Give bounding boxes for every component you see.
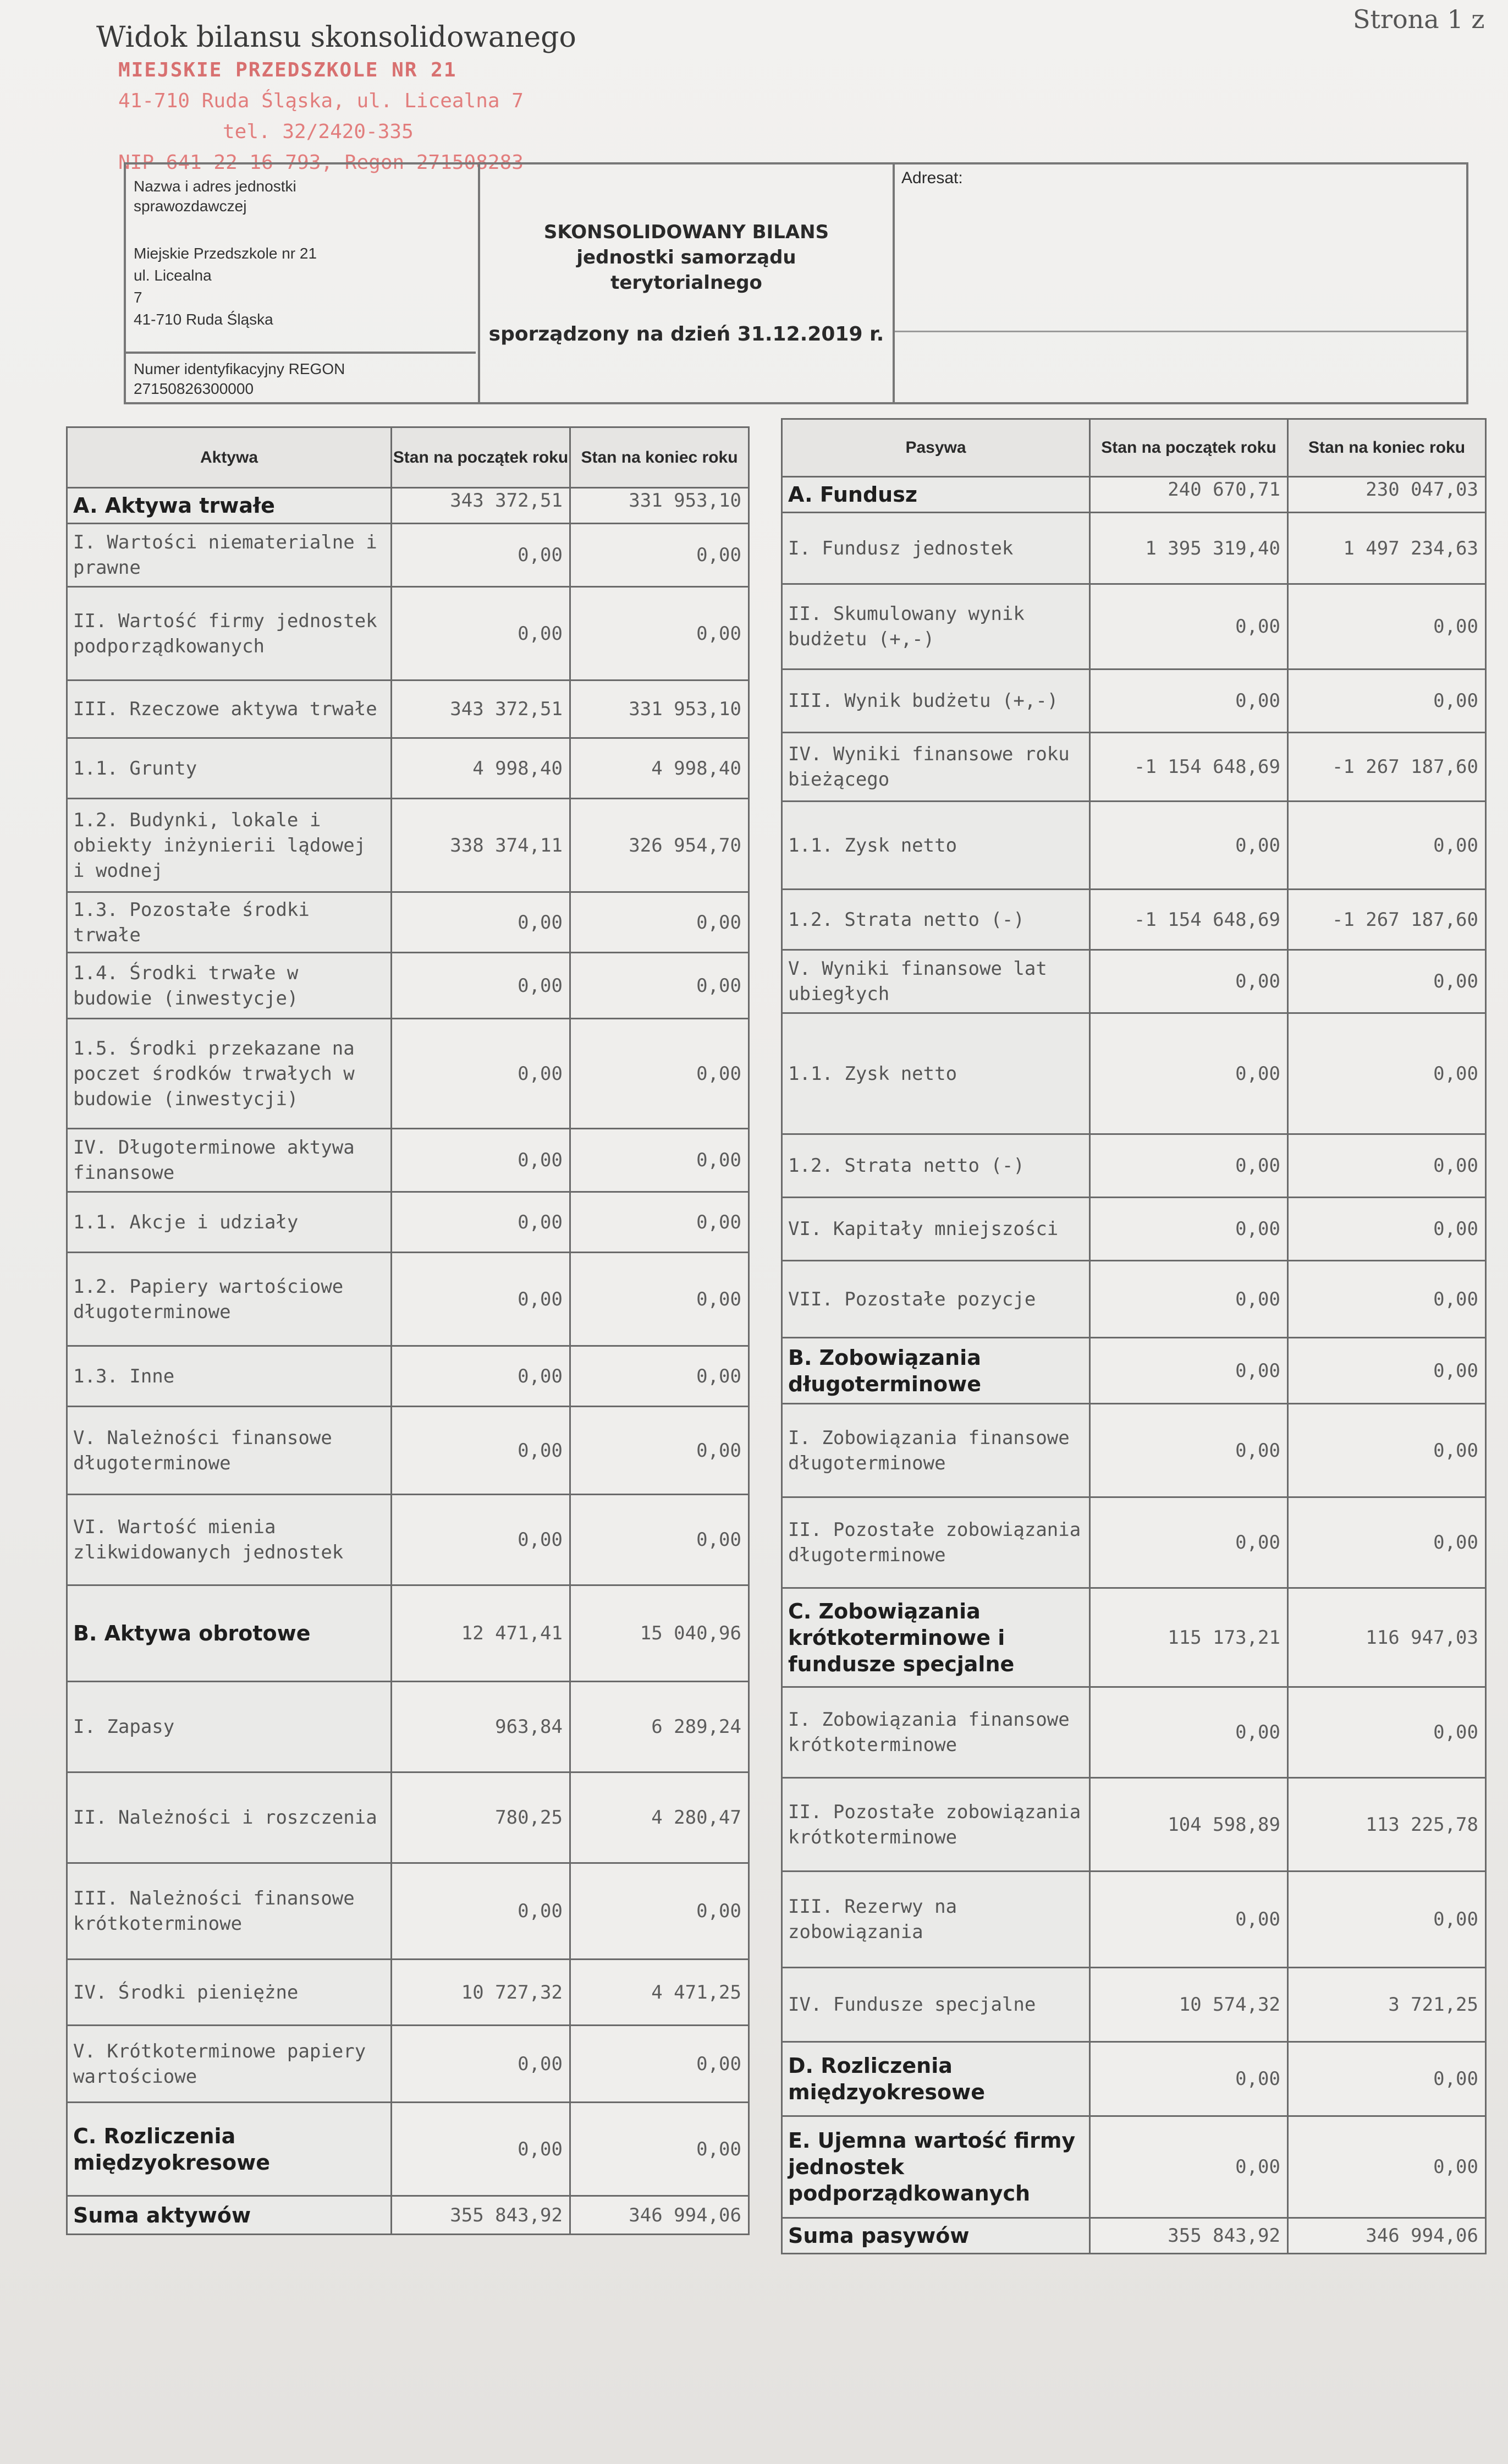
table-row <box>67 681 749 738</box>
doc-title-line: SKONSOLIDOWANY BILANS <box>543 221 829 243</box>
table-row <box>782 477 1486 513</box>
row-label: 1.2. Strata netto (-) <box>782 1134 1090 1198</box>
value-end: -1 267 187,60 <box>1288 733 1486 802</box>
value-start: 0,00 <box>392 524 570 587</box>
value-end: 0,00 <box>1288 1497 1486 1588</box>
unit-address <box>134 243 317 331</box>
value-start: 0,00 <box>392 2103 570 2196</box>
value-start: 355 843,92 <box>1090 2218 1288 2254</box>
value-start: 343 372,51 <box>392 488 570 524</box>
unit-label <box>134 177 296 216</box>
row-label: II. Pozostałe zobowiązania krótkoterminowe <box>782 1778 1090 1872</box>
unit-label-line: Nazwa i adres jednostki <box>134 178 296 195</box>
value-start: 0,00 <box>1090 2042 1288 2116</box>
table-row <box>67 1772 749 1863</box>
value-start: 0,00 <box>1090 950 1288 1013</box>
table-row <box>67 488 749 524</box>
value-end: 0,00 <box>570 1192 749 1253</box>
column-header: Aktywa <box>67 427 392 488</box>
table-row <box>782 733 1486 802</box>
table-row <box>67 1192 749 1253</box>
value-start: 0,00 <box>392 1192 570 1253</box>
row-label: C. Rozliczenia międzyokresowe <box>67 2103 392 2196</box>
row-label: II. Skumulowany wynik budżetu (+,-) <box>782 584 1090 669</box>
row-label: B. Aktywa obrotowe <box>67 1585 392 1682</box>
row-label: 1.2. Budynki, lokale i obiekty inżynierii lądowej i wodnej <box>67 799 392 892</box>
table-row <box>782 1872 1486 1968</box>
row-label: I. Zobowiązania finansowe długoterminowe <box>782 1404 1090 1497</box>
row-label: D. Rozliczenia międzyokresowe <box>782 2042 1090 2116</box>
value-end: 0,00 <box>570 524 749 587</box>
row-label: I. Zobowiązania finansowe krótkoterminowe <box>782 1687 1090 1778</box>
table-row <box>782 1497 1486 1588</box>
value-end: 0,00 <box>1288 1261 1486 1338</box>
value-end: 0,00 <box>1288 2042 1486 2116</box>
row-label: III. Rezerwy na zobowiązania <box>782 1872 1090 1968</box>
value-start: 104 598,89 <box>1090 1778 1288 1872</box>
value-start: 0,00 <box>392 1346 570 1407</box>
column-header: Stan na koniec roku <box>1288 419 1486 477</box>
document-title-cell <box>480 164 895 402</box>
value-end: 0,00 <box>570 587 749 681</box>
value-end: 0,00 <box>570 1129 749 1192</box>
assets-table <box>66 426 750 2235</box>
table-row <box>67 1129 749 1192</box>
regon-label: Numer identyfikacyjny REGON <box>134 360 345 377</box>
value-end: 0,00 <box>570 1407 749 1495</box>
value-start: 1 395 319,40 <box>1090 513 1288 584</box>
table-row <box>67 1960 749 2026</box>
table-row <box>67 1682 749 1772</box>
table-row <box>782 1198 1486 1261</box>
row-label: II. Pozostałe zobowiązania długoterminowe <box>782 1497 1090 1588</box>
row-label: Suma aktywów <box>67 2196 392 2235</box>
value-start: 0,00 <box>1090 1134 1288 1198</box>
value-end: 0,00 <box>570 2026 749 2103</box>
value-start: 0,00 <box>392 1253 570 1346</box>
value-start: 0,00 <box>1090 1687 1288 1778</box>
value-end: 0,00 <box>1288 950 1486 1013</box>
value-end: 4 471,25 <box>570 1960 749 2026</box>
row-label: V. Wyniki finansowe lat ubiegłych <box>782 950 1090 1013</box>
table-row <box>67 1346 749 1407</box>
value-end: 0,00 <box>570 1019 749 1129</box>
table-row <box>67 1019 749 1129</box>
address-line: 7 <box>134 289 142 306</box>
table-row <box>782 1134 1486 1198</box>
value-start: 0,00 <box>392 892 570 953</box>
row-label: V. Krótkoterminowe papiery wartościowe <box>67 2026 392 2103</box>
stamp-line: 41-710 Ruda Śląska, ul. Licealna 7 <box>118 90 524 112</box>
value-start: 0,00 <box>1090 1261 1288 1338</box>
addressee-cell <box>895 164 1466 402</box>
table-row <box>782 2116 1486 2218</box>
value-start: 12 471,41 <box>392 1585 570 1682</box>
value-start: 0,00 <box>1090 1198 1288 1261</box>
value-start: 0,00 <box>1090 802 1288 890</box>
value-start: 0,00 <box>392 587 570 681</box>
row-label: 1.2. Strata netto (-) <box>782 890 1090 950</box>
value-end: 346 994,06 <box>1288 2218 1486 2254</box>
table-row <box>782 513 1486 584</box>
value-start: 0,00 <box>392 953 570 1019</box>
liabilities-table <box>781 418 1487 2254</box>
table-row <box>782 890 1486 950</box>
table-row <box>67 1407 749 1495</box>
value-end: 0,00 <box>570 2103 749 2196</box>
table-row <box>782 1968 1486 2042</box>
value-end: 6 289,24 <box>570 1682 749 1772</box>
value-start: 0,00 <box>392 2026 570 2103</box>
address-line: 41-710 Ruda Śląska <box>134 311 273 328</box>
value-end: 0,00 <box>1288 1404 1486 1497</box>
table-row <box>782 1588 1486 1687</box>
row-label: A. Fundusz <box>782 477 1090 513</box>
table-row <box>782 1404 1486 1497</box>
row-label: II. Należności i roszczenia <box>67 1772 392 1863</box>
value-end: 0,00 <box>570 892 749 953</box>
table-row <box>67 1495 749 1585</box>
stamp-line: tel. 32/2420-335 <box>223 120 414 143</box>
value-start: 0,00 <box>392 1407 570 1495</box>
value-start: 0,00 <box>392 1129 570 1192</box>
value-start: 963,84 <box>392 1682 570 1772</box>
value-end: 346 994,06 <box>570 2196 749 2235</box>
row-label: I. Zapasy <box>67 1682 392 1772</box>
value-start: 0,00 <box>392 1863 570 1960</box>
report-date: sporządzony na dzień 31.12.2019 r. <box>488 323 884 345</box>
table-row <box>782 584 1486 669</box>
value-end: 331 953,10 <box>570 681 749 738</box>
regon-box <box>126 352 476 404</box>
row-label: 1.1. Zysk netto <box>782 802 1090 890</box>
table-row <box>67 799 749 892</box>
value-end: 0,00 <box>1288 2116 1486 2218</box>
value-end: 0,00 <box>570 1863 749 1960</box>
stamp-line: MIEJSKIE PRZEDSZKOLE NR 21 <box>118 59 457 81</box>
value-start: 0,00 <box>1090 1872 1288 1968</box>
table-row <box>782 802 1486 890</box>
table-row <box>67 2103 749 2196</box>
value-end: 1 497 234,63 <box>1288 513 1486 584</box>
row-label: 1.4. Środki trwałe w budowie (inwestycje) <box>67 953 392 1019</box>
row-label: II. Wartość firmy jednostek podporządkowanych <box>67 587 392 681</box>
value-end: 326 954,70 <box>570 799 749 892</box>
row-label: IV. Środki pieniężne <box>67 1960 392 2026</box>
page-title: Widok bilansu skonsolidowanego <box>96 21 576 54</box>
row-label: III. Należności finansowe krótkoterminowe <box>67 1863 392 1960</box>
table-row <box>782 669 1486 733</box>
table-row <box>782 1013 1486 1134</box>
value-start: 0,00 <box>1090 2116 1288 2218</box>
value-start: 4 998,40 <box>392 738 570 799</box>
value-start: 0,00 <box>1090 1338 1288 1404</box>
value-start: -1 154 648,69 <box>1090 733 1288 802</box>
value-start: 0,00 <box>1090 1404 1288 1497</box>
table-row <box>782 1778 1486 1872</box>
value-end: 4 998,40 <box>570 738 749 799</box>
row-label: Suma pasywów <box>782 2218 1090 2254</box>
value-start: 338 374,11 <box>392 799 570 892</box>
row-label: 1.3. Inne <box>67 1346 392 1407</box>
value-start: 10 727,32 <box>392 1960 570 2026</box>
table-row <box>782 1261 1486 1338</box>
table-row <box>67 738 749 799</box>
row-label: V. Należności finansowe długoterminowe <box>67 1407 392 1495</box>
table-row <box>782 1338 1486 1404</box>
table-row <box>782 950 1486 1013</box>
page-number: Strona 1 z <box>1353 4 1485 34</box>
row-label: IV. Fundusze specjalne <box>782 1968 1090 2042</box>
value-end: 0,00 <box>570 1495 749 1585</box>
value-end: 0,00 <box>1288 584 1486 669</box>
institution-stamp <box>118 55 524 178</box>
value-start: 780,25 <box>392 1772 570 1863</box>
value-end: 0,00 <box>1288 1687 1486 1778</box>
table-header-row <box>67 427 749 488</box>
table-row <box>67 1863 749 1960</box>
unit-label-line: sprawozdawczej <box>134 197 247 215</box>
table-row <box>782 2042 1486 2116</box>
value-end: 0,00 <box>1288 802 1486 890</box>
value-start: 10 574,32 <box>1090 1968 1288 2042</box>
row-label: VII. Pozostałe pozycje <box>782 1261 1090 1338</box>
value-end: 0,00 <box>1288 1198 1486 1261</box>
row-label: I. Wartości niematerialne i prawne <box>67 524 392 587</box>
value-start: 343 372,51 <box>392 681 570 738</box>
regon-value: 27150826300000 <box>134 380 254 397</box>
row-label: III. Rzeczowe aktywa trwałe <box>67 681 392 738</box>
table-row <box>67 587 749 681</box>
table-row <box>67 1585 749 1682</box>
value-end: 0,00 <box>1288 1013 1486 1134</box>
value-start: 0,00 <box>1090 1497 1288 1588</box>
value-end: 0,00 <box>1288 669 1486 733</box>
table-row <box>67 1253 749 1346</box>
value-start: 0,00 <box>1090 584 1288 669</box>
value-end: 0,00 <box>570 1253 749 1346</box>
value-end: 4 280,47 <box>570 1772 749 1863</box>
addressee-divider <box>895 331 1466 332</box>
table-row <box>782 2218 1486 2254</box>
table-row <box>782 1687 1486 1778</box>
column-header: Stan na początek roku <box>1090 419 1288 477</box>
table-header-row <box>782 419 1486 477</box>
value-start: 0,00 <box>392 1019 570 1129</box>
row-label: VI. Wartość mienia zlikwidowanych jednostek <box>67 1495 392 1585</box>
value-start: 0,00 <box>1090 1013 1288 1134</box>
value-end: 113 225,78 <box>1288 1778 1486 1872</box>
value-end: 0,00 <box>570 1346 749 1407</box>
unit-info-cell <box>126 164 480 402</box>
value-end: 15 040,96 <box>570 1585 749 1682</box>
column-header: Stan na koniec roku <box>570 427 749 488</box>
table-row <box>67 2196 749 2235</box>
value-end: 331 953,10 <box>570 488 749 524</box>
table-row <box>67 953 749 1019</box>
row-label: I. Fundusz jednostek <box>782 513 1090 584</box>
row-label: 1.2. Papiery wartościowe długoterminowe <box>67 1253 392 1346</box>
row-label: C. Zobowiązania krótkoterminowe i fundusze specjalne <box>782 1588 1090 1687</box>
value-start: 0,00 <box>392 1495 570 1585</box>
value-start: 0,00 <box>1090 669 1288 733</box>
report-header <box>124 162 1468 404</box>
value-start: 115 173,21 <box>1090 1588 1288 1687</box>
row-label: III. Wynik budżetu (+,-) <box>782 669 1090 733</box>
row-label: 1.3. Pozostałe środki trwałe <box>67 892 392 953</box>
table-row <box>67 2026 749 2103</box>
stamp-line: NIP 641-22-16-793, Regon 271508283 <box>118 151 524 174</box>
value-end: 0,00 <box>1288 1134 1486 1198</box>
row-label: IV. Długoterminowe aktywa finansowe <box>67 1129 392 1192</box>
row-label: 1.1. Grunty <box>67 738 392 799</box>
value-start: -1 154 648,69 <box>1090 890 1288 950</box>
value-end: 0,00 <box>570 953 749 1019</box>
row-label: VI. Kapitały mniejszości <box>782 1198 1090 1261</box>
table-row <box>67 524 749 587</box>
row-label: A. Aktywa trwałe <box>67 488 392 524</box>
value-start: 355 843,92 <box>392 2196 570 2235</box>
doc-title-line: terytorialnego <box>610 272 762 294</box>
value-end: 0,00 <box>1288 1338 1486 1404</box>
value-end: 3 721,25 <box>1288 1968 1486 2042</box>
value-end: -1 267 187,60 <box>1288 890 1486 950</box>
address-line: Miejskie Przedszkole nr 21 <box>134 245 317 262</box>
doc-title-line: jednostki samorządu <box>576 246 796 268</box>
address-line: ul. Licealna <box>134 267 212 284</box>
value-start: 240 670,71 <box>1090 477 1288 513</box>
row-label: 1.1. Zysk netto <box>782 1013 1090 1134</box>
row-label: E. Ujemna wartość firmy jednostek podporządkowanych <box>782 2116 1090 2218</box>
column-header: Stan na początek roku <box>392 427 570 488</box>
value-end: 0,00 <box>1288 1872 1486 1968</box>
addressee-label: Adresat: <box>901 169 963 187</box>
table-row <box>67 892 749 953</box>
column-header: Pasywa <box>782 419 1090 477</box>
row-label: 1.1. Akcje i udziały <box>67 1192 392 1253</box>
value-end: 116 947,03 <box>1288 1588 1486 1687</box>
row-label: B. Zobowiązania długoterminowe <box>782 1338 1090 1404</box>
row-label: IV. Wyniki finansowe roku bieżącego <box>782 733 1090 802</box>
row-label: 1.5. Środki przekazane na poczet środków trwałych w budowie (inwestycji) <box>67 1019 392 1129</box>
value-end: 230 047,03 <box>1288 477 1486 513</box>
